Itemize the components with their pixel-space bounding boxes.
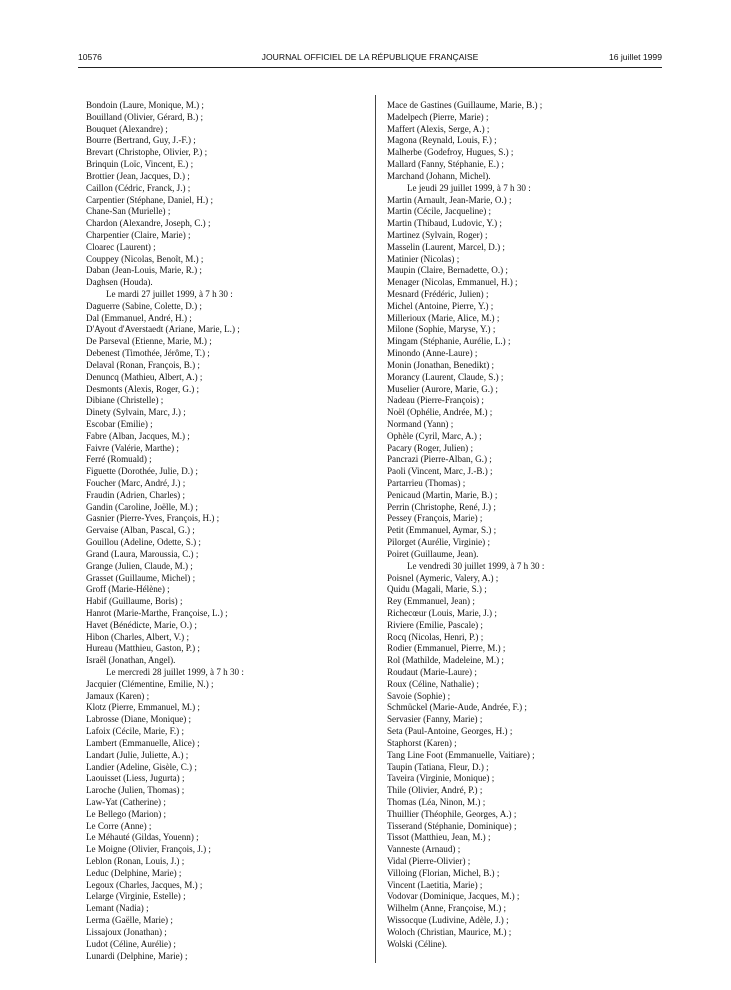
candidate-entry: Mallard (Fanny, Stéphanie, E.) ;	[387, 159, 504, 170]
candidate-entry: Rol (Mathilde, Madeleine, M.) ;	[387, 655, 504, 666]
candidate-entry: Lerma (Gaëlle, Marie) ;	[86, 915, 173, 926]
candidate-entry: Wilhelm (Anne, Françoise, M.) ;	[387, 903, 507, 914]
candidate-entry: Tissot (Matthieu, Jean, M.) ;	[387, 832, 491, 843]
candidate-entry: Noël (Ophélie, Andrée, M.) ;	[387, 407, 493, 418]
candidate-entry: Martinez (Sylvain, Roger) ;	[387, 229, 488, 240]
candidate-entry: Malherbe (Godefroy, Hugues, S.) ;	[387, 147, 514, 158]
candidate-entry: Charpentier (Claire, Marie) ;	[86, 229, 191, 240]
candidate-entry: Grasset (Guillaume, Michel) ;	[86, 572, 196, 583]
candidate-entry: Menager (Nicolas, Emmanuel, H.) ;	[387, 277, 518, 288]
candidate-entry: Servasier (Fanny, Marie) ;	[387, 714, 483, 725]
candidate-entry: Petit (Emmanuel, Aymar, S.) ;	[387, 525, 497, 536]
candidate-entry: Wolski (Céline).	[387, 938, 447, 949]
candidate-entry: Klotz (Pierre, Emmanuel, M.) ;	[86, 702, 200, 713]
candidate-entry: Perrin (Christophe, René, J.) ;	[387, 501, 496, 512]
candidate-entry: Habif (Guillaume, Boris) ;	[86, 596, 183, 607]
candidate-entry: Groff (Marie-Hélène) ;	[86, 584, 170, 595]
candidate-entry: Legoux (Charles, Jacques, M.) ;	[86, 879, 203, 890]
candidate-entry: Marchand (Johann, Michel).	[387, 170, 491, 181]
candidate-entry: Gouillou (Adeline, Odette, S.) ;	[86, 537, 201, 548]
candidate-entry: Milone (Sophie, Maryse, Y.) ;	[387, 324, 496, 335]
candidate-entry: Rey (Emmanuel, Jean) ;	[387, 596, 475, 607]
candidate-entry: Dibiane (Christelle) ;	[86, 395, 164, 406]
candidate-entry: Grand (Laura, Maroussia, C.) ;	[86, 548, 199, 559]
candidate-entry: Michel (Antoine, Pierre, Y.) ;	[387, 300, 494, 311]
candidate-entry: Labrosse (Diane, Monique) ;	[86, 714, 192, 725]
page-header	[78, 52, 662, 66]
header-rule	[78, 67, 662, 68]
candidate-entry: Vanneste (Arnaud) ;	[387, 844, 461, 855]
candidate-entry: Tang Line Foot (Emmanuelle, Vaitiare) ;	[387, 749, 535, 760]
candidate-entry: Roudaut (Marie-Laure) ;	[387, 667, 477, 677]
candidate-entry: Martin (Arnault, Jean-Marie, O.) ;	[387, 194, 512, 205]
candidate-entry: Escobar (Emilie) ;	[86, 418, 153, 429]
candidate-entry: Monin (Jonathan, Benedikt) ;	[387, 359, 495, 370]
left-column	[86, 100, 356, 962]
candidate-entry: Hureau (Matthieu, Gaston, P.) ;	[86, 643, 200, 654]
candidate-entry: Minondo (Anne-Laure) ;	[387, 348, 478, 359]
candidate-entry: Brinquin (Loïc, Vincent, E.) ;	[86, 159, 194, 170]
candidate-entry: Poisnel (Aymeric, Valery, A.) ;	[387, 572, 499, 583]
candidate-entry: Le Bellego (Marion) ;	[86, 808, 167, 819]
candidate-entry: Laroche (Julien, Thomas) ;	[86, 785, 185, 796]
candidate-entry: Faivre (Valérie, Marthe) ;	[86, 442, 179, 453]
candidate-entry: Rodier (Emmanuel, Pierre, M.) ;	[387, 643, 506, 654]
candidate-entry: Fabre (Alban, Jacques, M.) ;	[86, 430, 190, 441]
candidate-entry: Villoing (Florian, Michel, B.) ;	[387, 867, 500, 878]
candidate-entry: Laouisset (Liess, Jugurta) ;	[86, 773, 185, 784]
candidate-entry: Seta (Paul-Antoine, Georges, H.) ;	[387, 726, 513, 737]
candidate-entry: Daban (Jean-Louis, Marie, R.) ;	[86, 265, 202, 276]
candidate-entry: Fraudin (Adrien, Charles) ;	[86, 489, 185, 500]
candidate-entry: Couppey (Nicolas, Benoît, M.) ;	[86, 253, 204, 264]
candidate-entry: Bouquet (Alexandre) ;	[86, 123, 168, 134]
candidate-entry: Paoli (Vincent, Marc, J.-B.) ;	[387, 466, 493, 477]
candidate-entry: Mingam (Stéphanie, Aurélie, L.) ;	[387, 336, 511, 347]
candidate-entry: Jacquier (Clémentine, Emilie, N.) ;	[86, 678, 214, 689]
candidate-entry: Mesnard (Frédéric, Julien) ;	[387, 289, 489, 299]
candidate-entry: Le Méhauté (Gildas, Youenn) ;	[86, 832, 199, 843]
candidate-entry: Thomas (Léa, Ninon, M.) ;	[387, 796, 486, 807]
candidate-entry: Woloch (Christian, Maurice, M.) ;	[387, 926, 512, 937]
candidate-entry: Landier (Adeline, Gisèle, C.) ;	[86, 761, 197, 772]
candidate-entry: Magona (Reynald, Louis, F.) ;	[387, 135, 497, 146]
candidate-entry: Caillon (Cédric, Franck, J.) ;	[86, 182, 191, 193]
candidate-entry: Penicaud (Martin, Marie, B.) ;	[387, 489, 498, 500]
candidate-entry: Landart (Julie, Juliette, A.) ;	[86, 749, 189, 760]
candidate-entry: Lemant (Nadia) ;	[86, 903, 149, 914]
candidate-entry: Pessey (François, Marie) ;	[387, 513, 483, 524]
session-heading: Le jeudi 29 juillet 1999, à 7 h 30 :	[407, 182, 531, 193]
candidate-entry: Martin (Thibaud, Ludovic, Y.) ;	[387, 218, 502, 229]
candidate-entry: De Parseval (Etienne, Marie, M.) ;	[86, 336, 212, 347]
candidate-entry: Hanrot (Marie-Marthe, Françoise, L.) ;	[86, 607, 228, 618]
candidate-entry: Gandin (Caroline, Joëlle, M.) ;	[86, 501, 198, 512]
candidate-entry: Denuncq (Mathieu, Albert, A.) ;	[86, 371, 203, 382]
candidate-entry: Hibon (Charles, Albert, V.) ;	[86, 631, 189, 642]
candidate-entry: Nadeau (Pierre-François) ;	[387, 395, 484, 406]
candidate-entry: Matinier (Nicolas) ;	[387, 253, 460, 264]
candidate-entry: Thuillier (Théophile, Georges, A.) ;	[387, 808, 517, 819]
candidate-entry: Vodovar (Dominique, Jacques, M.) ;	[387, 891, 520, 902]
candidate-entry: Taveira (Virginie, Monique) ;	[387, 773, 495, 784]
candidate-entry: Poiret (Guillaume, Jean).	[387, 548, 479, 559]
right-column	[387, 100, 657, 951]
candidate-entry: Tisserand (Stéphanie, Dominique) ;	[387, 820, 517, 831]
candidate-entry: Richecœur (Louis, Marie, J.) ;	[387, 607, 497, 618]
candidate-entry: Brottier (Jean, Jacques, D.) ;	[86, 170, 190, 181]
candidate-entry: Vincent (Laetitia, Marie) ;	[387, 879, 483, 890]
candidate-entry: Debenest (Timothée, Jérôme, T.) ;	[86, 348, 210, 359]
candidate-entry: Delaval (Ronan, François, B.) ;	[86, 359, 200, 370]
candidate-entry: Ferré (Romuald) ;	[86, 454, 152, 465]
candidate-entry: Roux (Céline, Nathalie) ;	[387, 678, 479, 689]
candidate-entry: Gervaise (Alban, Pascal, G.) ;	[86, 525, 195, 536]
candidate-entry: Le Moigne (Olivier, François, J.) ;	[86, 844, 211, 855]
candidate-entry: Masselin (Laurent, Marcel, D.) ;	[387, 241, 505, 252]
candidate-entry: Figuette (Dorothée, Julie, D.) ;	[86, 466, 198, 477]
candidate-entry: Chardon (Alexandre, Joseph, C.) ;	[86, 218, 211, 229]
candidate-entry: Normand (Yann) ;	[387, 418, 454, 429]
candidate-entry: Daghsen (Houda).	[86, 277, 153, 288]
page-number: 10576	[78, 52, 102, 62]
candidate-entry: Carpentier (Stéphane, Daniel, H.) ;	[86, 194, 214, 205]
candidate-entry: Pacary (Roger, Julien) ;	[387, 442, 473, 453]
candidate-entry: Lafoix (Cécile, Marie, F.) ;	[86, 726, 185, 737]
candidate-entry: Bouilland (Olivier, Gérard, B.) ;	[86, 111, 204, 122]
candidate-entry: Quidu (Magali, Marie, S.) ;	[387, 584, 487, 595]
candidate-entry: Taupin (Tatiana, Fleur, D.) ;	[387, 761, 489, 772]
candidate-entry: Lissajoux (Jonathan) ;	[86, 926, 167, 937]
candidate-entry: Schmückel (Marie-Aude, Andrée, F.) ;	[387, 702, 527, 713]
candidate-entry: Savoie (Sophie) ;	[387, 690, 451, 701]
candidate-entry: D'Ayout d'Averstaedt (Ariane, Marie, L.) ;	[86, 324, 240, 335]
candidate-entry: Staphorst (Karen) ;	[387, 737, 457, 748]
candidate-entry: Lambert (Emmanuelle, Alice) ;	[86, 737, 200, 748]
candidate-entry: Riviere (Emilie, Pascale) ;	[387, 619, 483, 630]
candidate-entry: Desmonts (Alexis, Roger, G.) ;	[86, 383, 200, 394]
candidate-entry: Bondoin (Laure, Monique, M.) ;	[86, 100, 204, 110]
session-heading: Le vendredi 30 juillet 1999, à 7 h 30 :	[407, 560, 545, 571]
candidate-entry: Martin (Cécile, Jacqueline) ;	[387, 206, 492, 217]
candidate-entry: Dinety (Sylvain, Marc, J.) ;	[86, 407, 186, 418]
candidate-entry: Lunardi (Delphine, Marie) ;	[86, 950, 188, 961]
candidate-entry: Morancy (Laurent, Claude, S.) ;	[387, 371, 504, 382]
candidate-entry: Israël (Jonathan, Angel).	[86, 655, 176, 666]
candidate-entry: Ludot (Céline, Aurélie) ;	[86, 938, 176, 949]
candidate-entry: Bourre (Bertrand, Guy, J.-F.) ;	[86, 135, 196, 146]
journal-title: JOURNAL OFFICIEL DE LA RÉPUBLIQUE FRANÇAISE	[261, 52, 479, 62]
issue-date: 16 juillet 1999	[608, 52, 662, 62]
candidate-entry: Dal (Emmanuel, André, H.) ;	[86, 312, 192, 323]
candidate-entry: Ophèle (Cyril, Marc, A.) ;	[387, 430, 482, 441]
candidate-entry: Maffert (Alexis, Serge, A.) ;	[387, 123, 490, 134]
candidate-entry: Vidal (Pierre-Olivier) ;	[387, 856, 471, 866]
candidate-entry: Cloarec (Laurent) ;	[86, 241, 156, 252]
candidate-entry: Pilorget (Aurélie, Virginie) ;	[387, 537, 491, 548]
candidate-entry: Thile (Olivier, André, P.) ;	[387, 785, 483, 796]
candidate-entry: Leblon (Ronan, Louis, J.) ;	[86, 856, 185, 866]
candidate-entry: Pancrazi (Pierre-Alban, G.) ;	[387, 454, 492, 465]
candidate-entry: Le Corre (Anne) ;	[86, 820, 152, 831]
candidate-entry: Muselier (Aurore, Marie, G.) ;	[387, 383, 498, 394]
candidate-entry: Rocq (Nicolas, Henri, P.) ;	[387, 631, 484, 642]
session-heading: Le mardi 27 juillet 1999, à 7 h 30 :	[106, 289, 233, 299]
candidate-entry: Gasnier (Pierre-Yves, François, H.) ;	[86, 513, 220, 524]
candidate-entry: Madelpech (Pierre, Marie) ;	[387, 111, 489, 122]
candidate-entry: Havet (Bénédicte, Marie, O.) ;	[86, 619, 197, 630]
candidate-entry: Wissocque (Ludivine, Adèle, J.) ;	[387, 915, 509, 926]
candidate-entry: Mace de Gastines (Guillaume, Marie, B.) ;	[387, 100, 543, 110]
candidate-entry: Chane-San (Murielle) ;	[86, 206, 171, 217]
candidate-entry: Jamaux (Karen) ;	[86, 690, 150, 701]
candidate-entry: Daguerre (Sabine, Colette, D.) ;	[86, 300, 202, 311]
candidate-entry: Maupin (Claire, Bernadette, O.) ;	[387, 265, 508, 276]
candidate-entry: Leduc (Delphine, Marie) ;	[86, 867, 182, 878]
candidate-entry: Partarrieu (Thomas) ;	[387, 478, 466, 488]
candidate-entry: Brevart (Christophe, Olivier, P.) ;	[86, 147, 208, 158]
candidate-entry: Foucher (Marc, André, J.) ;	[86, 478, 186, 488]
candidate-entry: Grange (Julien, Claude, M.) ;	[86, 560, 193, 571]
column-divider	[375, 95, 376, 963]
candidate-entry: Law-Yat (Catherine) ;	[86, 796, 166, 807]
candidate-entry: Lelarge (Virginie, Estelle) ;	[86, 891, 186, 902]
session-heading: Le mercredi 28 juillet 1999, à 7 h 30 :	[106, 667, 244, 677]
candidate-entry: Millerioux (Marie, Alice, M.) ;	[387, 312, 500, 323]
